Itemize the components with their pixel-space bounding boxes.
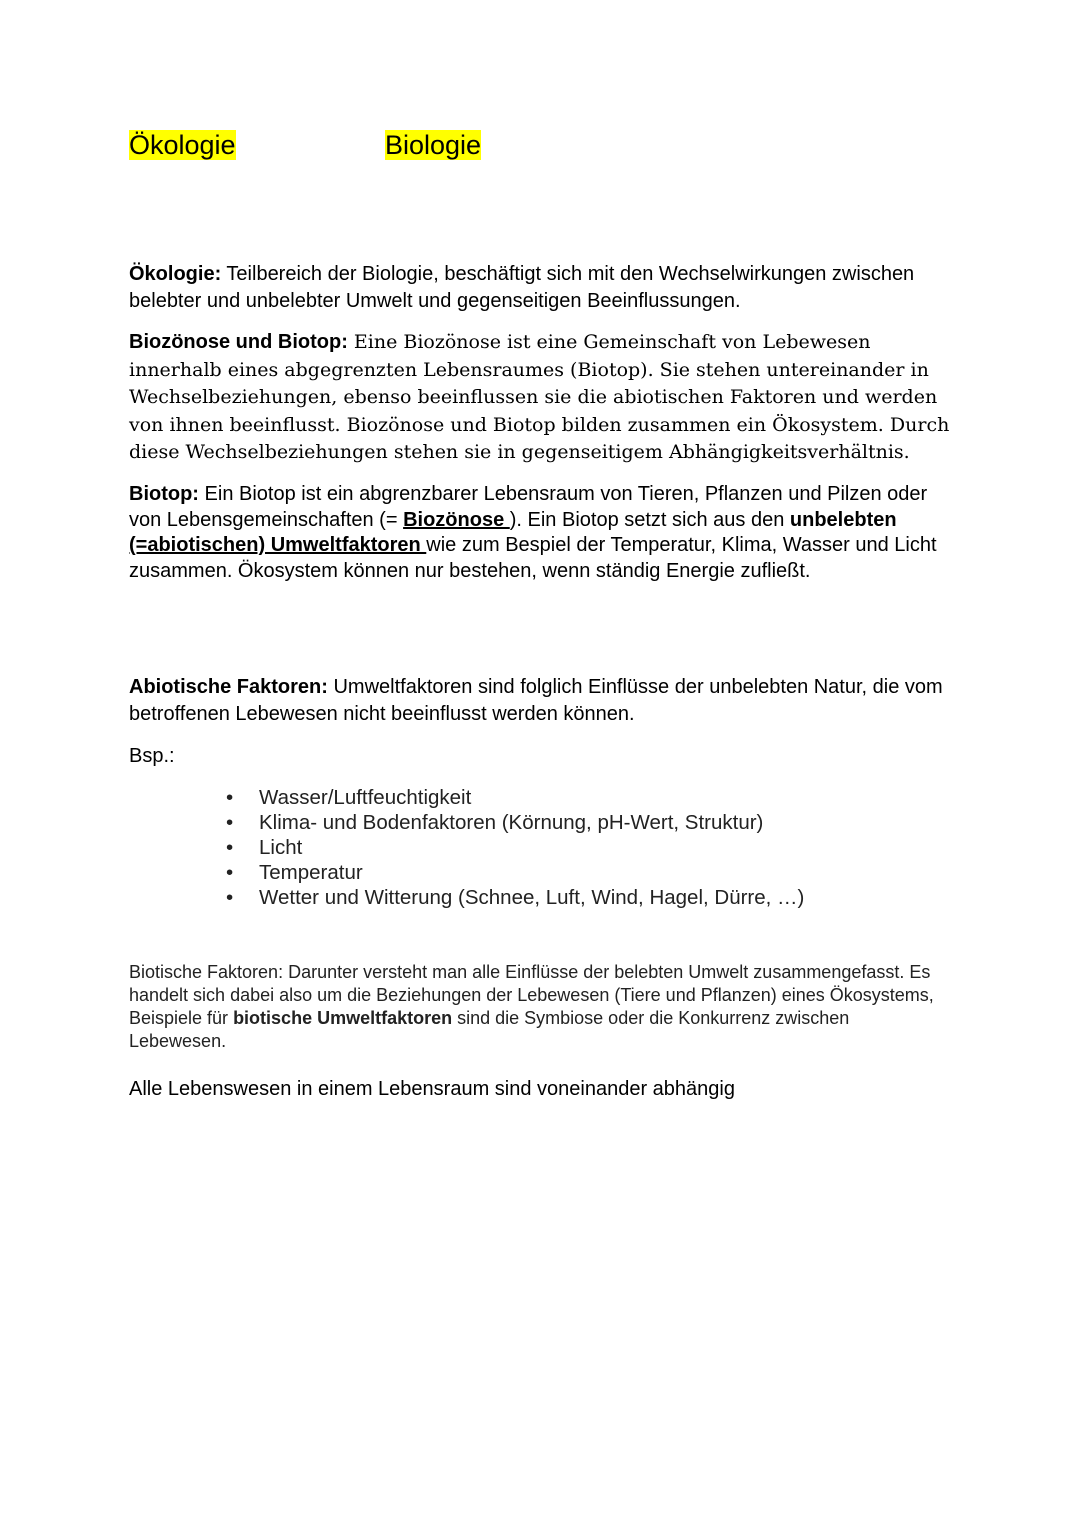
term-abiotische-faktoren: Abiotische Faktoren:: [129, 676, 328, 698]
biotop-text-2: ). Ein Biotop setzt sich aus den: [509, 508, 790, 531]
definition-abiotische-faktoren: Umweltfaktoren sind folglich Einflüsse der unbelebten Natur, die vom betroffenen Lebewesen nicht beeinflusst werden können.: [129, 676, 943, 725]
closing-sentence: Alle Lebenswesen in einem Lebensraum sind voneinander abhängig: [129, 1078, 735, 1100]
paragraph-biotische-faktoren: [129, 961, 949, 1053]
term-biotische-faktoren: Biotische Faktoren:: [129, 962, 284, 982]
biotop-bold-unbelebten: unbelebten: [789, 508, 897, 531]
title-biologie: [385, 128, 481, 162]
biotisch-text-2: sind die Symbiose oder die Konkurrenz zwischen Lebewesen.: [129, 1008, 850, 1051]
examples-list: [226, 785, 804, 910]
biotop-bold-abiotisch: (=abiotischen) Umweltfaktoren: [129, 534, 427, 556]
title-biologie-text: Biologie: [385, 130, 482, 160]
bullet-icon: •: [226, 861, 234, 884]
biozoenose-link[interactable]: Biozönose: [403, 508, 510, 531]
biotop-text-3: wie zum Bespiel der Temperatur, Klima, Wasser und Licht zusammen. Ökosystem können nur bestehen, wenn ständig Energie zufließt.: [129, 534, 937, 582]
list-item: • Temperatur: [226, 861, 363, 884]
example-label: Bsp.:: [129, 745, 175, 767]
bullet-icon: •: [226, 836, 234, 859]
list-item: • Klima- und Bodenfaktoren (Körnung, pH-Wert, Struktur): [226, 811, 764, 834]
title-oekologie-text: Ökologie: [129, 130, 236, 160]
paragraph-oekologie: [129, 261, 959, 315]
term-biotop: Biotop:: [129, 483, 199, 505]
term-biozoenose-biotop: Biozönose und Biotop:: [129, 331, 348, 353]
definition-biozoenose-biotop: Eine Biozönose ist eine Gemeinschaft von Lebewesen innerhalb eines abgegrenzten Lebensraumes (Biotop). Sie stehen untereinander in Wechselbeziehungen, ebenso beeinflussen sie die abiotischen Faktoren und werden von ihnen beeinflusst. Biozönose und Biotop bilden zusammen ein Ökosystem. Durch diese Wechselbeziehungen stehen sie in gegenseitigem Abhängigkeitsverhältnis.: [129, 331, 950, 463]
biotisch-text-1: Darunter versteht man alle Einflüsse der belebten Umwelt zusammengefasst. Es handelt sich dabei also um die Beziehungen der Lebewesen (Tiere und Pflanzen) eines Ökosystems, Beispiele für: [129, 962, 934, 1028]
biotop-text-1: Ein Biotop ist ein abgrenzbarer Lebensraum von Tieren, Pflanzen und Pilzen oder von Lebensgemeinschaften (=: [129, 483, 928, 531]
bullet-icon: •: [226, 886, 234, 909]
paragraph-biotop: [129, 482, 959, 584]
list-item: • Wasser/Luftfeuchtigkeit: [226, 786, 472, 809]
list-item: • Wetter und Witterung (Schnee, Luft, Wind, Hagel, Dürre, …): [226, 886, 805, 909]
term-oekologie: Ökologie:: [129, 263, 222, 285]
paragraph-abiotische-faktoren: [129, 674, 959, 728]
bullet-icon: •: [226, 786, 234, 809]
bullet-icon: •: [226, 811, 234, 834]
biotisch-bold: biotische Umweltfaktoren: [233, 1008, 453, 1028]
title-oekologie: [129, 128, 236, 162]
definition-oekologie: Teilbereich der Biologie, beschäftigt sich mit den Wechselwirkungen zwischen belebter und unbelebter Umwelt und gegenseitigen Beeinflussungen.: [129, 263, 915, 312]
list-item: • Licht: [226, 836, 303, 859]
paragraph-biozoenose-biotop: [129, 329, 959, 467]
